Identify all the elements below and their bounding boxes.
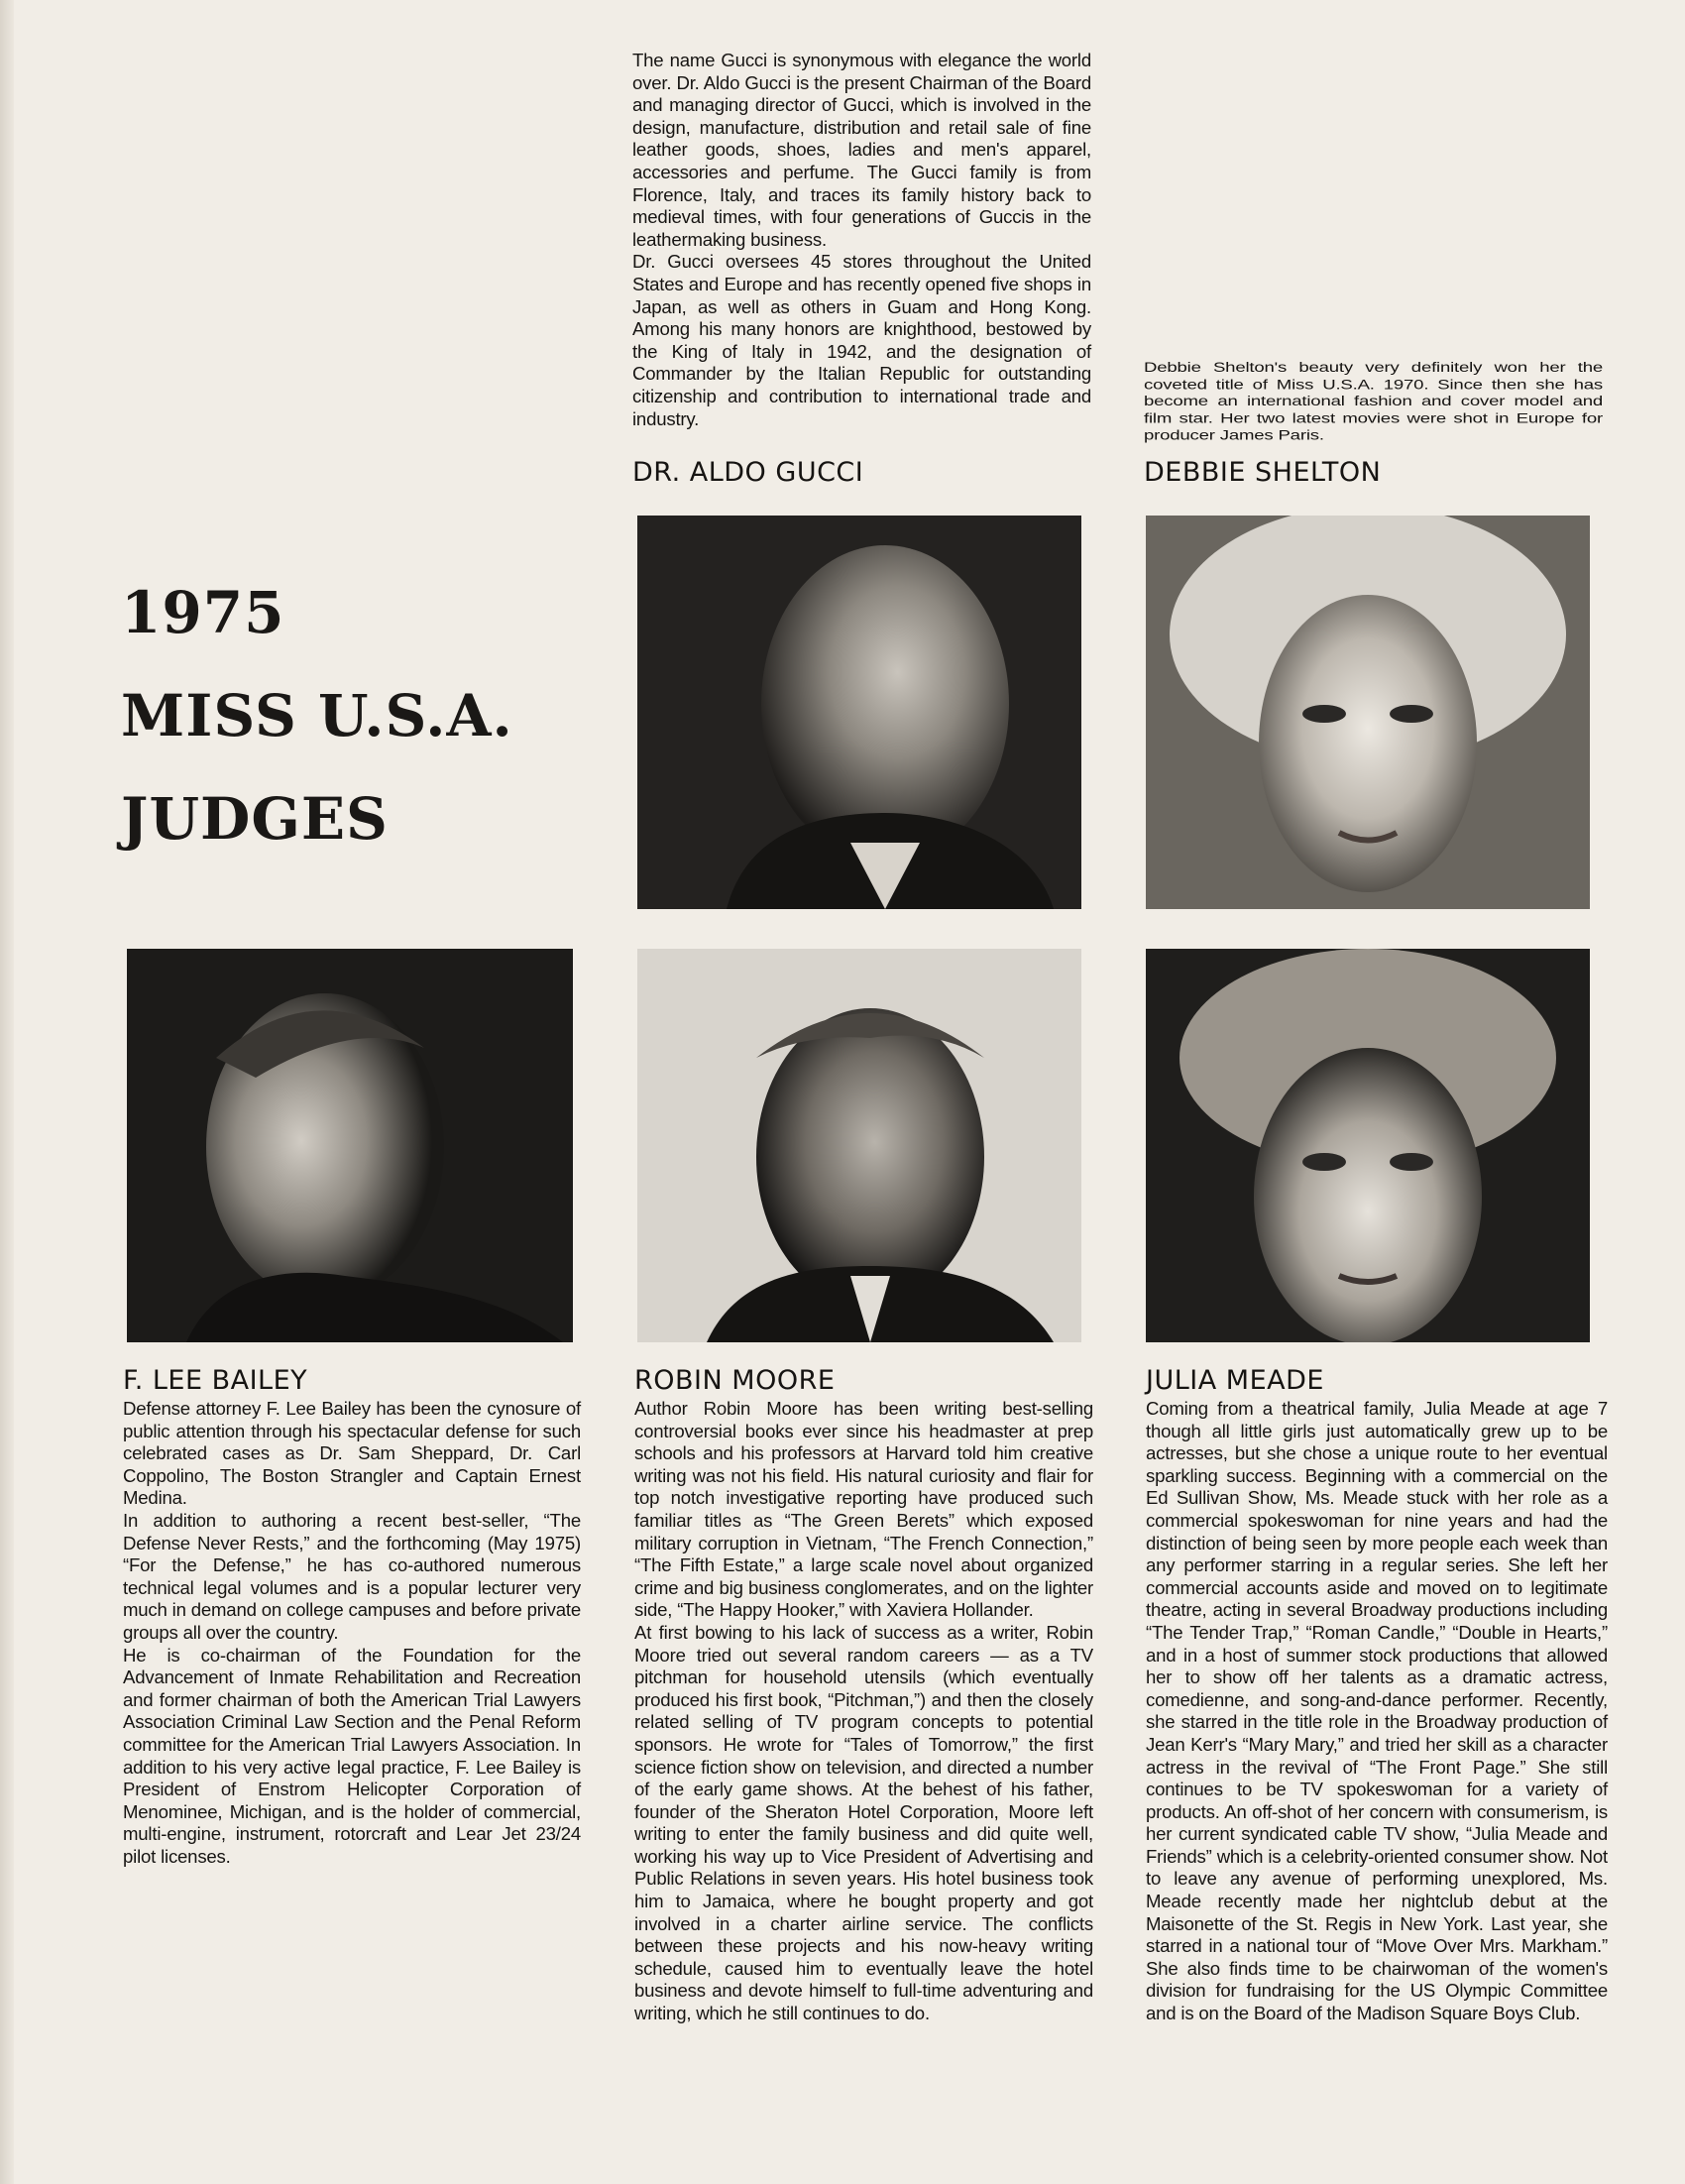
meade-portrait-photo xyxy=(1146,949,1590,1342)
moore-name: ROBIN MOORE xyxy=(634,1365,836,1396)
shelton-bio xyxy=(1144,359,1603,444)
moore-bio-paragraph: Author Robin Moore has been writing best-selling controversial books ever since his headmaster at prep schools and his professors at Harvard told him creative writing was not his field. His natural curiosity and flair for top notch investigative reporting have produced such familiar titles as “The Green Berets” which exposed military corruption in Vietnam, “The French Connection,” “The Fifth Estate,” a large scale novel about organized crime and big business conglomerates, and on the lighter side, “The Happy Hooker,” with Xaviera Hollander. xyxy=(634,1398,1093,1621)
bailey-portrait-photo xyxy=(127,949,573,1342)
portrait-placeholder-icon xyxy=(127,949,573,1342)
bailey-bio xyxy=(123,1398,581,1868)
portrait-placeholder-icon xyxy=(637,516,1081,909)
shelton-name: DEBBIE SHELTON xyxy=(1144,457,1382,488)
page-title xyxy=(121,561,513,870)
shelton-portrait-photo xyxy=(1146,516,1590,909)
bailey-name: F. LEE BAILEY xyxy=(123,1365,308,1396)
moore-portrait-photo xyxy=(637,949,1081,1342)
meade-name: JULIA MEADE xyxy=(1146,1365,1324,1396)
portrait-placeholder-icon xyxy=(637,949,1081,1342)
gucci-bio-paragraph: The name Gucci is synonymous with elegance the world over. Dr. Aldo Gucci is the present Chairman of the Board and managing director of Gucci, which is involved in the design, manufacture, distribution and retail sale of fine leather goods, shoes, ladies and men's apparel, accessories and perfume. The Gucci family is from Florence, Italy, and traces its family history back to medieval times, with four generations of Guccis in the leathermaking business. xyxy=(632,50,1091,250)
gucci-name: DR. ALDO GUCCI xyxy=(632,457,864,488)
bailey-bio-paragraph: In addition to authoring a recent best-seller, “The Defense Never Rests,” and the forthcoming (May 1975) “For the Defense,” he has co-authored numerous technical legal volumes and is a popular lecturer very much in demand on college campuses and before private groups all over the country. xyxy=(123,1509,581,1643)
bailey-bio-paragraph: Defense attorney F. Lee Bailey has been the cynosure of public attention through his spectacular defense for such celebrated cases as Dr. Sam Sheppard, Dr. Carl Coppolino, The Boston Strangler and Captain Ernest Medina. xyxy=(123,1398,581,1509)
moore-bio-paragraph: At first bowing to his lack of success as a writer, Robin Moore tried out several random careers — as a TV pitchman for household utensils (which eventually produced his first book, “Pitchman,”) and then the closely related selling of TV program concepts to potential sponsors. He wrote for “Tales of Tomorrow,” the first science fiction show on television, and directed a number of the early game shows. At the behest of his father, founder of the Sheraton Hotel Corporation, Moore left writing to enter the family business and did quite well, working his way up to Vice President of Advertising and Public Relations in seven years. His hotel business took him to Jamaica, where he bought property and got involved in a charter airline service. The conflicts between these projects and his now-heavy writing schedule, caused him to eventually leave the hotel business and devote himself to full-time adventuring and writing, which he still continues to do. xyxy=(634,1621,1093,2024)
gucci-bio-paragraph: Dr. Gucci oversees 45 stores throughout the United States and Europe and has recently opened five shops in Japan, as well as others in Guam and Hong Kong. Among his many honors are knighthood, bestowed by the King of Italy in 1942, and the designation of Commander by the Italian Republic for outstanding citizenship and contribution to international trade and industry. xyxy=(632,251,1091,429)
gucci-portrait-photo xyxy=(637,516,1081,909)
shelton-bio-paragraph: Debbie Shelton's beauty very definitely won her the coveted title of Miss U.S.A. 1970. Since then she has become an international fashion and cover model and film star. Her two latest movies were shot in Europe for producer James Paris. xyxy=(1144,359,1603,443)
meade-bio xyxy=(1146,1398,1608,2025)
title-year: 1975 xyxy=(121,579,285,646)
bailey-bio-paragraph: He is co-chairman of the Foundation for the Advancement of Inmate Rehabilitation and Recreation and former chairman of both the American Trial Lawyers Association Criminal Law Section and the Penal Reform committee for the American Trial Lawyers Association. In addition to his very active legal practice, F. Lee Bailey is President of Enstrom Helicopter Corporation of Menominee, Michigan, and is the holder of commercial, multi-engine, instrument, rotorcraft and Lear Jet 23/24 pilot licenses. xyxy=(123,1644,581,1867)
portrait-placeholder-icon xyxy=(1146,516,1590,909)
portrait-placeholder-icon xyxy=(1146,949,1590,1342)
title-judges: JUDGES xyxy=(121,785,389,853)
moore-bio xyxy=(634,1398,1093,2025)
meade-bio-paragraph: Coming from a theatrical family, Julia Meade at age 7 though all little girls just automatically grew up to be actresses, but she chose a unique route to her eventual sparkling success. Beginning with a commercial on the Ed Sullivan Show, Ms. Meade stuck with her role as a commercial spokeswoman for nine years and had the distinction of being seen by more people each week than any performer starring in a regular series. She left her commercial accounts aside and moved on to legitimate theatre, acting in several Broadway productions including “The Tender Trap,” “Roman Candle,” “Double in Hearts,” and in a host of summer stock productions that allowed her to show off her talents as a dramatic actress, comedienne, and song-and-dance performer. Recently, she starred in the title role in the Broadway production of Jean Kerr's “Mary Mary,” and tried her skill as a character actress in the revival of “The Front Page.” She still continues to be TV spokeswoman for a variety of products. An off-shot of her concern with consumerism, is her current syndicated cable TV show, “Julia Meade and Friends” which is a celebrity-oriented consumer show. Not to leave any avenue of performing unexplored, Ms. Meade recently made her nightclub debut at the Maisonette of the St. Regis in New York. Last year, she starred in a national tour of “Move Over Mrs. Markham.” She also finds time to be chairwoman of the women's division for fundraising for the US Olympic Committee and is on the Board of the Madison Square Boys Club. xyxy=(1146,1398,1608,2024)
gucci-bio xyxy=(632,50,1091,430)
title-event: MISS U.S.A. xyxy=(121,682,513,749)
page-binding-edge xyxy=(0,0,14,2184)
